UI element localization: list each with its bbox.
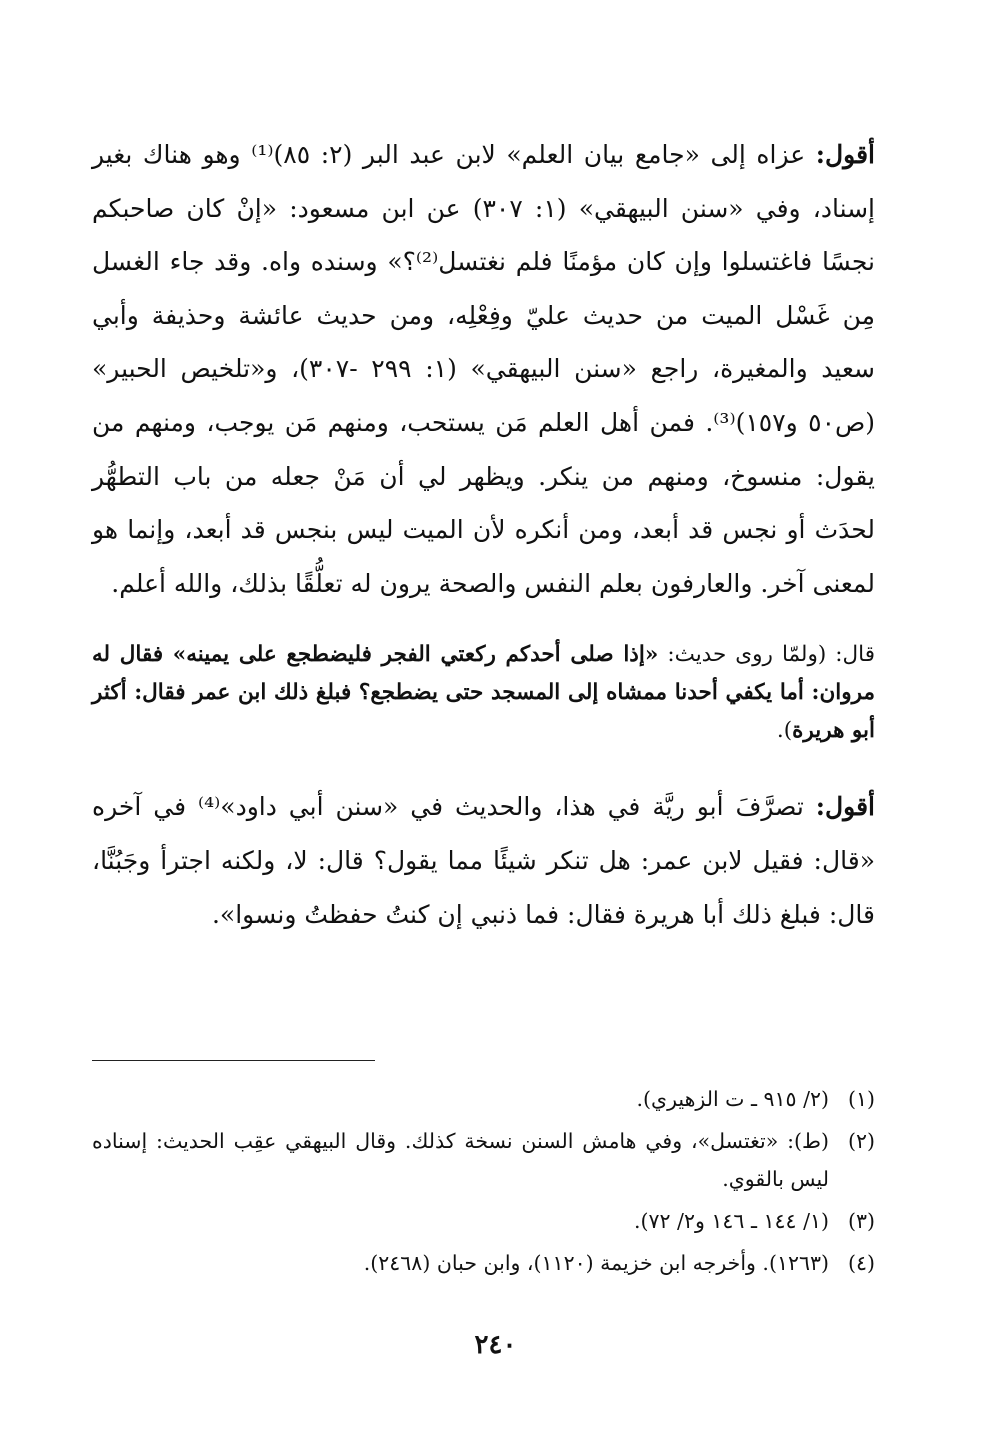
footnote-text: (١/ ١٤٤ ـ ١٤٦ و٢/ ٧٢). bbox=[633, 1209, 829, 1233]
footnotes-list bbox=[92, 1080, 875, 1286]
quote-lead: قال: (ولمّا روى حديث: bbox=[658, 642, 875, 668]
footnote-item bbox=[92, 1244, 875, 1282]
quoted-passage bbox=[92, 636, 875, 750]
footnote-text: (١٢٦٣). وأخرجه ابن خزيمة (١١٢٠)، وابن حبان (٢٤٦٨). bbox=[363, 1251, 829, 1275]
page-body bbox=[92, 128, 875, 941]
paragraph-2 bbox=[92, 780, 875, 941]
paragraph-1-label: أقول: bbox=[815, 140, 875, 169]
footnote-number: (٢) bbox=[847, 1129, 875, 1153]
paragraph-1-text: عزاه إلى «جامع بيان العلم» لابن عبد البر (٢: ٨٥)⁽¹⁾ وهو هناك بغير إسناد، وفي «سنن البيهقي» (١: ٣٠٧) عن ابن مسعود: «إنْ كان صاحبكم نجسًا فاغتسلوا وإن كان مؤمنًا فلم نغتسل⁽²⁾؟» وسنده واه. وقد جاء الغسل مِن غَسْل الميت من حديث عليّ وفِعْلِه، ومن حديث عائشة وحذيفة وأبي سعيد والمغيرة، راجع «سنن البيهقي» (١: ٢٩٩ -٣٠٧)، و«تلخيص الحبير» (ص٥٠ و١٥٧)⁽³⁾. فمن أهل العلم مَن يستحب، ومنهم مَن يوجب، ومنهم من يقول: منسوخ، ومنهم من ينكر. ويظهر لي أن مَنْ جعله من باب التطهُّر لحدَث أو نجس قد أبعد، ومن أنكره لأن الميت ليس بنجس قد أبعد، وإنما هو لمعنى آخر. والعارفون بعلم النفس والصحة يرون له تعلُّقًا بذلك، والله أعلم. bbox=[92, 140, 876, 598]
footnote-text: (٢/ ٩١٥ ـ ت الزهيري). bbox=[636, 1087, 829, 1111]
footnote-item bbox=[92, 1080, 875, 1118]
paragraph-2-text: تصرَّفَ أبو ريَّة في هذا، والحديث في «سنن أبي داود»⁽⁴⁾ في آخره «قال: فقيل لابن عمر: هل تنكر شيئًا مما يقول؟ قال: لا، ولكنه اجترأ وجَبُنَّا، قال: فبلغ ذلك أبا هريرة فقال: فما ذنبي إن كنتُ حفظتُ ونسوا». bbox=[92, 792, 875, 929]
footnote-text: (ط): «تغتسل»، وفي هامش السنن نسخة كذلك. وقال البيهقي عقِب الحديث: إسناده ليس بالقوي. bbox=[92, 1129, 829, 1191]
footnote-item bbox=[92, 1122, 875, 1198]
footnote-number: (١) bbox=[847, 1087, 875, 1111]
paragraph-1 bbox=[92, 128, 875, 610]
footnote-divider bbox=[92, 1060, 375, 1061]
footnote-number: (٣) bbox=[847, 1209, 875, 1233]
quote-body: «إذا صلى أحدكم ركعتي الفجر فليضطجع على يمينه» فقال له مروان: أما يكفي أحدنا ممشاه إلى المسجد حتى يضطجع؟ فبلغ ذلك ابن عمر فقال: أكثر أبو هريرة bbox=[92, 642, 875, 744]
quote-tail: ). bbox=[776, 718, 793, 744]
paragraph-2-label: أقول: bbox=[815, 792, 875, 822]
page-number: ٢٤٠ bbox=[474, 1330, 517, 1360]
footnote-item bbox=[92, 1202, 875, 1240]
footnote-number: (٤) bbox=[847, 1251, 875, 1275]
